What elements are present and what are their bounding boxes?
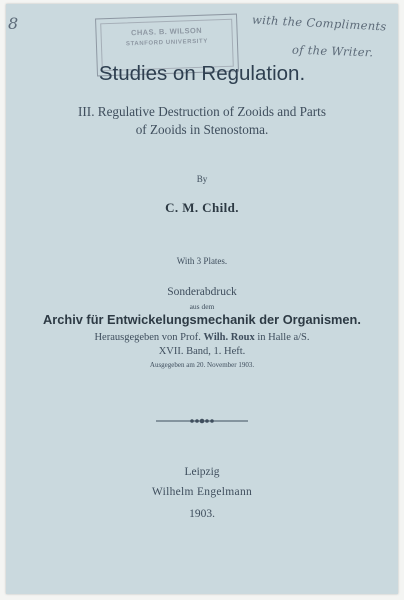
byline: By [196,174,208,184]
author-name: C. M. Child. [165,200,239,215]
stamp-line-2: STANFORD UNIVERSITY [125,38,208,48]
stamp-line-1: CHAS. B. WILSON [130,25,203,38]
ornament-rule [156,416,248,426]
editor-prefix: Herausgegeben von Prof. [94,332,201,343]
handwritten-dedication-line-2: of the Writer. [291,42,374,60]
document-title: Studies on Regulation. [98,62,306,85]
imprint-year: 1903. [189,508,215,520]
editor-line [6,332,398,343]
editor-suffix: in Halle a/S. [257,332,310,343]
reprint-from: aus dem [189,302,215,311]
issue-date: Ausgegeben am 20. November 1903. [149,361,255,369]
pamphlet-cover [6,4,398,594]
imprint-place: Leipzig [184,466,220,478]
reprint-label: Sonderabdruck [167,286,237,298]
imprint-publisher: Wilhelm Engelmann [151,486,253,498]
journal-name: Archiv für Entwickelungsmechanik der Organismen. [43,312,361,327]
subtitle-line-2: of Zooids in Stenostoma. [135,122,269,137]
subtitle-line-1: III. Regulative Destruction of Zooids and Parts [78,104,326,119]
editor-name: Wilh. Roux [203,332,255,343]
handwritten-dedication-line-1: with the Compliments [251,12,387,34]
volume-line: XVII. Band, 1. Heft. [158,346,246,357]
handwritten-number: 8 [8,14,19,33]
plates-note: With 3 Plates. [176,256,228,266]
